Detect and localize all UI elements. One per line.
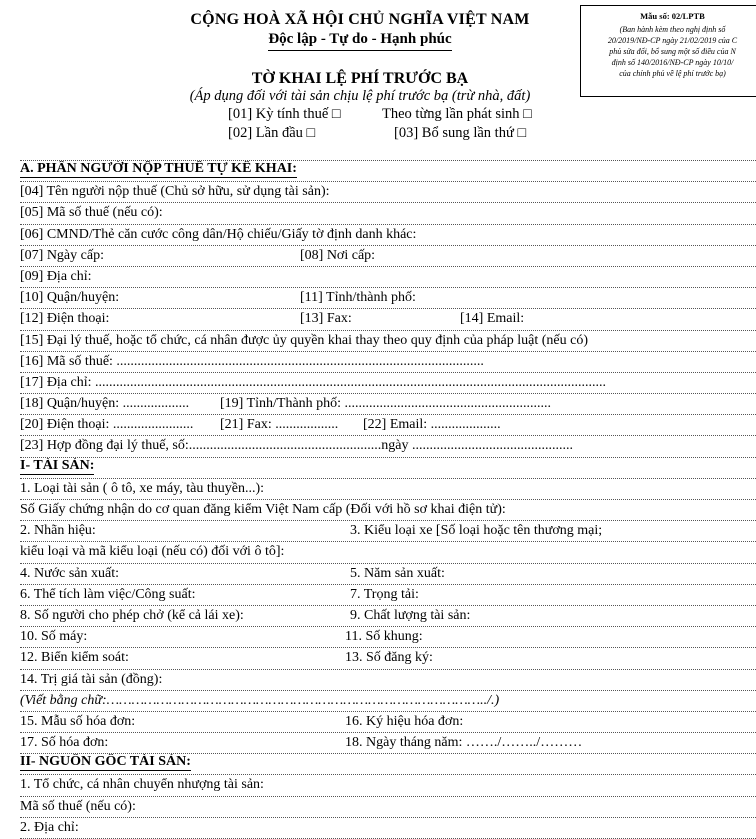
field-label: [06] CMND/Thẻ căn cước công dân/Hộ chiếu/Giấy tờ định danh khác: <box>20 226 417 242</box>
field-label: II- NGUỒN GỐC TÀI SẢN: <box>20 754 191 770</box>
form-basis-line: (Ban hành kèm theo nghị định số <box>619 25 726 34</box>
form-row <box>20 818 756 839</box>
form-basis-line: 20/2019/NĐ-CP ngày 21/02/2019 của C <box>607 36 738 45</box>
form-row <box>20 585 756 606</box>
field-label: [12] Điện thoại: <box>20 311 110 327</box>
field-label: A. PHẦN NGƯỜI NỘP THUẾ TỰ KÊ KHAI: <box>20 161 297 176</box>
form-row <box>20 458 756 479</box>
form-row <box>20 542 756 563</box>
field-label: 1. Loại tài sản ( ô tô, xe máy, tàu thuyền...): <box>20 480 265 496</box>
form-row <box>20 161 756 182</box>
field-label: [21] Fax: .................. <box>220 417 339 433</box>
form-row <box>20 500 756 521</box>
form-row <box>20 733 756 754</box>
field-label: 7. Trọng tải: <box>350 586 419 602</box>
field-label: 10. Số máy: <box>20 629 88 645</box>
field-label: kiểu loại và mã kiểu loại (nếu có) đối với ô tô]: <box>20 544 285 560</box>
field-label: 9. Chất lượng tài sản: <box>350 607 471 623</box>
field-label: [13] Fax: <box>300 311 352 327</box>
field-label: 8. Số người cho phép chở (kể cả lái xe): <box>20 607 244 623</box>
field-label: 14. Trị giá tài sản (đồng): <box>20 671 163 687</box>
form-row <box>20 225 756 246</box>
field-label: 5. Năm sản xuất: <box>350 565 445 581</box>
field-label: (Viết bằng chữ:………………………………………………………………………………../.) <box>20 692 500 708</box>
form-row <box>20 288 756 309</box>
field-label: 16. Ký hiệu hóa đơn: <box>345 713 464 729</box>
form-row <box>20 352 756 373</box>
field-label: [22] Email: .................... <box>363 417 501 433</box>
option-ky-tinh-thue[interactable]: [01] Kỳ tính thuế □ <box>228 106 341 122</box>
form-row <box>20 691 756 712</box>
field-label: Mã số thuế (nếu có): <box>20 798 136 814</box>
field-label: [07] Ngày cấp: <box>20 247 104 263</box>
field-label: 11. Số khung: <box>345 629 423 645</box>
form-row <box>20 627 756 648</box>
field-label: [17] Địa chỉ: .................................................................................................................................................. <box>20 374 607 390</box>
form-row <box>20 182 756 203</box>
form-row <box>20 521 756 542</box>
form-row <box>20 712 756 733</box>
form-row <box>20 436 756 457</box>
form-row <box>20 479 756 500</box>
form-row <box>20 775 756 796</box>
form-row <box>20 373 756 394</box>
form-row <box>20 606 756 627</box>
field-label: 18. Ngày tháng năm: ……./……../……… <box>345 735 583 751</box>
field-label: 4. Nước sản xuất: <box>20 565 119 581</box>
form-subtitle: (Áp dụng đối với tài sản chịu lệ phí trước bạ (trừ nhà, đất) <box>189 88 531 104</box>
field-label: [10] Quận/huyện: <box>20 290 120 306</box>
form-code-box <box>580 5 756 97</box>
form-basis-line: của chính phủ về lệ phí trước bạ) <box>619 69 726 78</box>
form-row <box>20 648 756 669</box>
option-theo-tung-lan[interactable]: Theo từng lần phát sinh □ <box>382 106 532 122</box>
field-label: 2. Địa chỉ: <box>20 819 79 835</box>
option-lan-dau[interactable]: [02] Lần đầu □ <box>228 125 316 141</box>
form-row <box>20 670 756 691</box>
field-label: [23] Hợp đồng đại lý thuế, số:.......................................................ngày .............................................. <box>20 438 573 454</box>
field-label: [15] Đại lý thuế, hoặc tổ chức, cá nhân được ủy quyền khai thay theo quy định của pháp luật (nếu có) <box>20 332 589 348</box>
option-bo-sung[interactable]: [03] Bổ sung lần thứ □ <box>394 125 527 141</box>
form-fields <box>20 160 756 839</box>
document-header <box>150 10 570 51</box>
field-label: 2. Nhãn hiệu: <box>20 523 96 539</box>
national-motto: Độc lập - Tự do - Hạnh phúc <box>268 30 451 51</box>
field-label: [04] Tên người nộp thuế (Chủ sở hữu, sử dụng tài sản): <box>20 184 330 200</box>
form-code: Mẫu số: 02/LPTB <box>640 11 705 21</box>
form-basis-line: phủ sửa đổi, bổ sung một số điều của N <box>609 47 736 56</box>
field-label: 15. Mẫu số hóa đơn: <box>20 713 136 729</box>
field-label: [08] Nơi cấp: <box>300 247 376 263</box>
field-label: 3. Kiểu loại xe [Số loại hoặc tên thương mại; <box>350 523 603 539</box>
field-label: 13. Số đăng ký: <box>345 650 433 666</box>
form-basis-line: định số 140/2016/NĐ-CP ngày 10/10/ <box>611 58 734 67</box>
field-label: [18] Quận/huyện: ................... <box>20 396 190 412</box>
field-label: [20] Điện thoại: ....................... <box>20 417 194 433</box>
field-label: [14] Email: <box>460 311 525 327</box>
field-label: 17. Số hóa đơn: <box>20 735 109 751</box>
form-row <box>20 564 756 585</box>
form-row <box>20 267 756 288</box>
form-row <box>20 415 756 436</box>
field-label: [16] Mã số thuế: ......................................................................................................... <box>20 353 484 369</box>
field-label: [09] Địa chỉ: <box>20 268 92 284</box>
form-row <box>20 203 756 224</box>
field-label: 12. Biển kiểm soát: <box>20 650 129 666</box>
form-row <box>20 394 756 415</box>
field-label: Số Giấy chứng nhận do cơ quan đăng kiểm Việt Nam cấp (Đối với hồ sơ khai điện tử): <box>20 502 506 517</box>
field-label: 6. Thể tích làm việc/Công suất: <box>20 586 196 602</box>
field-label: [11] Tỉnh/thành phố: <box>300 290 416 306</box>
field-label: I- TÀI SẢN: <box>20 457 95 473</box>
form-row <box>20 331 756 352</box>
form-row <box>20 309 756 330</box>
form-row <box>20 754 756 775</box>
field-label: 1. Tổ chức, cá nhân chuyển nhượng tài sản: <box>20 777 264 793</box>
form-title: TỜ KHAI LỆ PHÍ TRƯỚC BẠ <box>251 70 469 87</box>
form-row <box>20 246 756 267</box>
field-label: [19] Tỉnh/Thành phố: ........................................................... <box>220 396 552 412</box>
field-label: [05] Mã số thuế (nếu có): <box>20 205 163 221</box>
national-title: CỘNG HOÀ XÃ HỘI CHỦ NGHĨA VIỆT NAM <box>190 11 530 28</box>
